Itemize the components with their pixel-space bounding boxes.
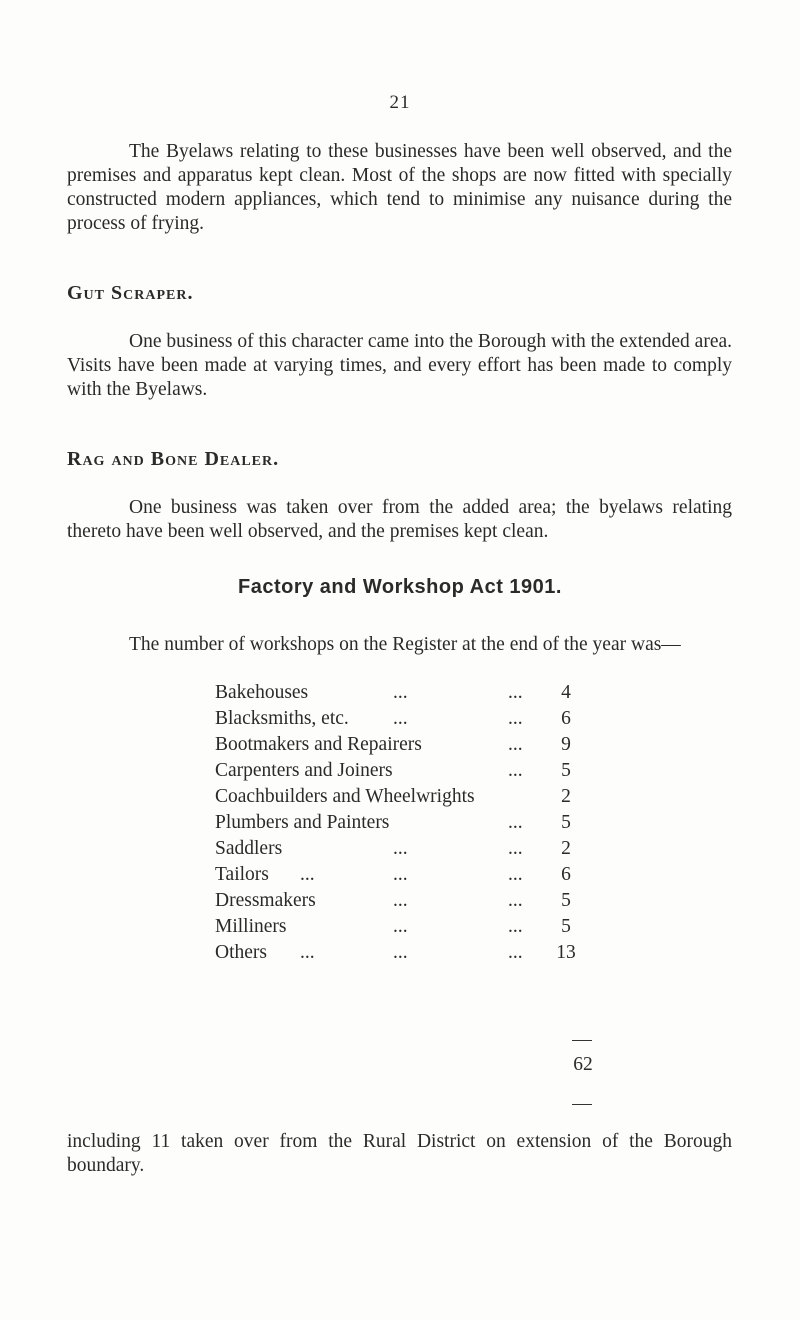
- row-value: 5: [561, 916, 571, 937]
- row-value: 4: [561, 682, 571, 703]
- act-title: Factory and Workshop Act 1901.: [238, 576, 562, 598]
- row-value: 2: [561, 838, 571, 859]
- row-leader-dots: ...: [508, 890, 523, 911]
- row-value: 5: [561, 760, 571, 781]
- section-heading-rag-and-bone: Rag and Bone Dealer.: [67, 448, 280, 470]
- row-label: Tailors: [215, 864, 269, 885]
- row-leader-dots: ...: [393, 942, 408, 963]
- row-label: Bootmakers and Repairers: [215, 734, 422, 755]
- table-row: [215, 836, 635, 862]
- table-row: [215, 758, 635, 784]
- row-label: Coachbuilders and Wheelwrights: [215, 786, 475, 807]
- closing-paragraph: including 11 taken over from the Rural District on extension of the Borough boundary.: [67, 1131, 732, 1176]
- row-value: 5: [561, 812, 571, 833]
- row-value: 2: [561, 786, 571, 807]
- row-leader-dots: ...: [508, 812, 523, 833]
- row-leader-dots: ...: [393, 708, 408, 729]
- intro-paragraph: The Byelaws relating to these businesses have been well observed, and the premises and apparatus kept clean. Most of the shops are now fitted with specially constructed modern appliances, which tend to minimise any nuisance during the process of frying.: [67, 141, 732, 234]
- row-leader-dots: ...: [508, 682, 523, 703]
- row-leader-dots: ...: [393, 890, 408, 911]
- row-label: Saddlers: [215, 838, 283, 859]
- row-value: 5: [561, 890, 571, 911]
- section-body-rag-and-bone: One business was taken over from the added area; the byelaws relating thereto have been well observed, and the premises kept clean.: [67, 497, 732, 542]
- row-leader-dots: ...: [393, 864, 408, 885]
- register-intro: The number of workshops on the Register at the end of the year was—: [129, 634, 681, 655]
- page-number: 21: [389, 92, 411, 113]
- row-value: 6: [561, 864, 571, 885]
- row-value: 9: [561, 734, 571, 755]
- total-rule-bottom: [572, 1104, 592, 1105]
- table-row: [215, 810, 635, 836]
- row-label: Others: [215, 942, 267, 963]
- row-value: 6: [561, 708, 571, 729]
- row-leader-dots: ...: [508, 760, 523, 781]
- row-leader-dots: ...: [300, 864, 315, 885]
- table-row: [215, 940, 635, 966]
- row-label: Carpenters and Joiners: [215, 760, 393, 781]
- table-row: [215, 862, 635, 888]
- row-leader-dots: ...: [508, 734, 523, 755]
- row-leader-dots: ...: [508, 864, 523, 885]
- row-label: Dressmakers: [215, 890, 316, 911]
- row-leader-dots: ...: [508, 838, 523, 859]
- row-label: Bakehouses: [215, 682, 309, 703]
- row-label: Milliners: [215, 916, 287, 937]
- table-row: [215, 706, 635, 732]
- row-leader-dots: ...: [393, 682, 408, 703]
- table-row: [215, 680, 635, 706]
- table-row: [215, 784, 635, 810]
- section-body-gut-scraper: One business of this character came into the Borough with the extended area. Visits have been made at varying times, and every effort has been made to comply with the Byelaws.: [67, 331, 732, 400]
- row-leader-dots: ...: [508, 916, 523, 937]
- table-row: [215, 732, 635, 758]
- row-leader-dots: ...: [508, 708, 523, 729]
- row-leader-dots: ...: [393, 838, 408, 859]
- section-heading-gut-scraper: Gut Scraper.: [67, 282, 194, 304]
- total-rule-top: [572, 1040, 592, 1041]
- table-row: [215, 914, 635, 940]
- total-value: 62: [573, 1054, 593, 1075]
- row-leader-dots: ...: [393, 916, 408, 937]
- row-label: Blacksmiths, etc.: [215, 708, 349, 729]
- table-row: [215, 888, 635, 914]
- row-label: Plumbers and Painters: [215, 812, 390, 833]
- row-value: 13: [556, 942, 576, 963]
- row-leader-dots: ...: [300, 942, 315, 963]
- row-leader-dots: ...: [508, 942, 523, 963]
- workshop-table: [215, 680, 635, 966]
